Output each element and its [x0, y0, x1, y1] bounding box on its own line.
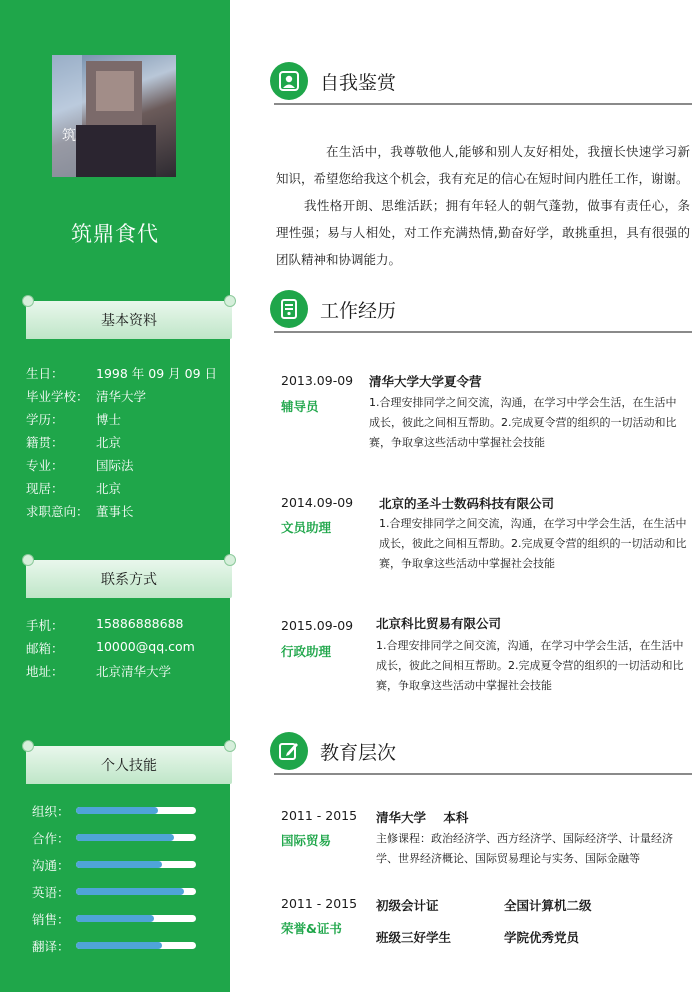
info-label: 求职意向：: [26, 504, 89, 519]
job-company: 北京科比贸易有限公司: [376, 616, 502, 631]
person-icon: [270, 62, 308, 100]
honor-item: 初级会计证: [376, 898, 439, 913]
sidebar: [0, 0, 230, 992]
section-title-skills: 个人技能: [101, 758, 157, 774]
education-courses: 主修课程：政治经济学、西方经济学、国际经济学、计量经济学、世界经济概论、国际贸易理论与实务、国际金融等: [376, 832, 673, 865]
job-company: 北京的圣斗士数码科技有限公司: [379, 496, 555, 511]
job-role: 文员助理: [281, 520, 332, 535]
job-company: 清华大学大学夏令营: [369, 374, 482, 389]
ribbon-contact: [26, 560, 232, 598]
contact-label: 地址：: [26, 664, 64, 679]
candidate-name: 筑鼎食代: [71, 222, 159, 246]
skill-bar-fill: [76, 942, 162, 949]
section-title-basic: 基本资料: [101, 313, 157, 329]
skill-label: 沟通：: [32, 858, 70, 873]
job-description: 1.合理安排同学之间交流，沟通，在学习中学会生活，在生活中成长，彼此之间相互帮助。2.完成夏令营的组织的一切活动和比赛，争取拿这些活动中掌握社会技能: [369, 396, 677, 449]
ribbon-skills: [26, 746, 232, 784]
job-description: 1.合理安排同学之间交流，沟通，在学习中学会生活，在生活中成长，彼此之间相互帮助。2.完成夏令营的组织的一切活动和比赛，争取拿这些活动中掌握社会技能: [379, 517, 687, 570]
skill-bar-fill: [76, 861, 162, 868]
job-date: 2015.09-09: [281, 618, 354, 633]
job-date: 2014.09-09: [281, 495, 354, 510]
profile-photo: [52, 55, 176, 177]
section-header-self-eval: [270, 62, 692, 104]
info-label: 现居：: [26, 481, 64, 496]
skill-bar-fill: [76, 888, 184, 895]
document-icon: [270, 290, 308, 328]
skill-bar-fill: [76, 834, 174, 841]
contact-label: 手机：: [26, 618, 64, 633]
job-role: 辅导员: [281, 399, 319, 414]
contact-value: 15886888688: [96, 616, 184, 631]
education-school: 清华大学 本科: [376, 810, 469, 825]
ribbon-basic-info: [26, 301, 232, 339]
info-value: 国际法: [96, 458, 134, 473]
education-date: 2011 - 2015: [281, 808, 358, 823]
job-date: 2013.09-09: [281, 373, 354, 388]
skill-label: 销售：: [32, 912, 70, 927]
skill-bar-fill: [76, 915, 154, 922]
info-value: 董事长: [96, 504, 134, 519]
skill-bar: [76, 834, 196, 841]
honor-item: 学院优秀党员: [504, 930, 580, 945]
info-label: 籍贯：: [26, 435, 64, 450]
section-divider: [274, 103, 692, 105]
honors-label: 荣誉&证书: [281, 921, 342, 936]
contact-label: 邮箱：: [26, 641, 64, 656]
skill-bar: [76, 888, 196, 895]
honor-item: 班级三好学生: [376, 930, 452, 945]
job-role: 行政助理: [281, 644, 332, 659]
section-divider: [274, 331, 692, 333]
info-value: 博士: [96, 412, 122, 427]
skill-bar: [76, 807, 196, 814]
honors-date: 2011 - 2015: [281, 896, 358, 911]
skill-bar: [76, 915, 196, 922]
info-label: 毕业学校：: [26, 389, 89, 404]
section-title-contact: 联系方式: [101, 572, 157, 588]
info-label: 学历：: [26, 412, 64, 427]
section-title-work: 工作经历: [320, 300, 397, 322]
photo-caption: 筑: [62, 128, 76, 144]
honor-item: 全国计算机二级: [504, 898, 592, 913]
contact-value: 10000@qq.com: [96, 639, 195, 654]
edit-icon: [270, 732, 308, 770]
skill-bar: [76, 942, 196, 949]
skill-label: 翻译：: [32, 939, 70, 954]
info-value: 北京: [96, 481, 122, 496]
skill-label: 组织：: [32, 804, 70, 819]
education-major: 国际贸易: [281, 833, 332, 848]
info-value: 北京: [96, 435, 122, 450]
contact-value: 北京清华大学: [96, 664, 172, 679]
section-title-self-eval: 自我鉴赏: [320, 72, 397, 94]
section-divider: [274, 773, 692, 775]
info-label: 生日：: [26, 366, 64, 381]
info-value: 清华大学: [96, 389, 147, 404]
section-header-education: [270, 732, 692, 774]
self-eval-paragraph-2: 我性格开朗、思维活跃；拥有年轻人的朝气蓬勃，做事有责任心，条理性强；易与人相处，对工作充满热情,勤奋好学，敢挑重担，具有很强的团队精神和协调能力。: [276, 198, 690, 267]
skill-bar-fill: [76, 807, 158, 814]
self-eval-paragraph-1: 在生活中，我尊敬他人,能够和别人友好相处，我擅长快速学习新知识，希望您给我这个机会，我有充足的信心在短时间内胜任工作，谢谢。: [276, 144, 690, 186]
skill-bar: [76, 861, 196, 868]
job-description: 1.合理安排同学之间交流，沟通，在学习中学会生活，在生活中成长，彼此之间相互帮助。2.完成夏令营的组织的一切活动和比赛，争取拿这些活动中掌握社会技能: [376, 639, 684, 692]
info-value: 1998 年 09 月 09 日: [96, 366, 217, 381]
section-title-education: 教育层次: [320, 742, 397, 764]
section-header-work: [270, 290, 692, 332]
skill-label: 合作：: [32, 831, 70, 846]
skill-label: 英语：: [32, 885, 70, 900]
info-label: 专业：: [26, 458, 64, 473]
